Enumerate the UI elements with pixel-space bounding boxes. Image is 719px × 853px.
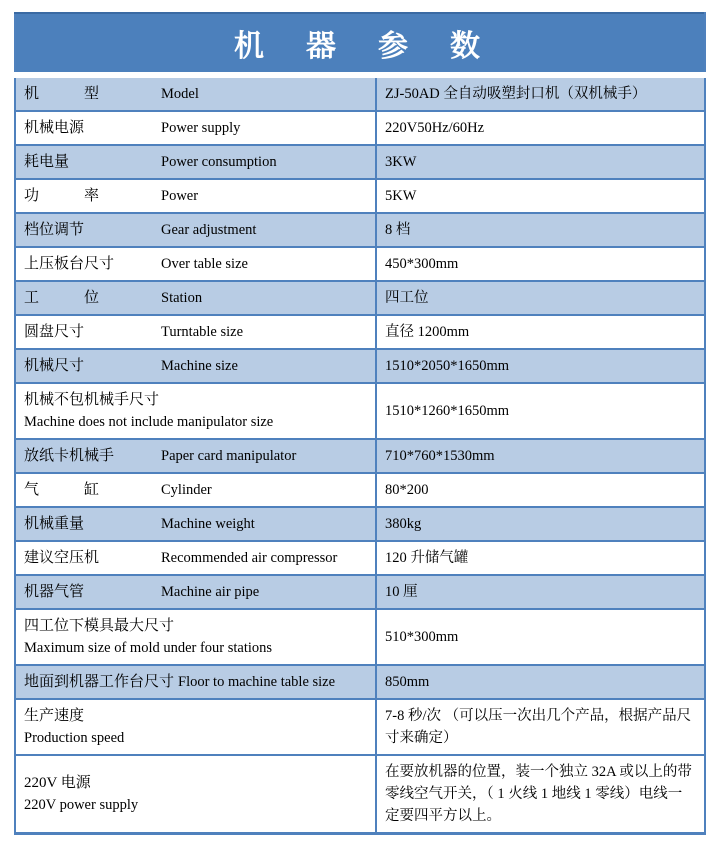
param-value: 380kg bbox=[376, 507, 705, 541]
param-value: 450*300mm bbox=[376, 247, 705, 281]
param-label-chinese: 工 位 bbox=[24, 290, 100, 306]
table-row bbox=[15, 383, 705, 439]
param-label-cell bbox=[15, 507, 376, 541]
param-value: 220V50Hz/60Hz bbox=[376, 111, 705, 145]
param-label-chinese: 机械尺寸 bbox=[24, 358, 85, 374]
param-label-chinese: 气 缸 bbox=[24, 482, 100, 498]
param-label-chinese: 机器气管 bbox=[24, 584, 85, 600]
param-value: 850mm bbox=[376, 665, 705, 699]
param-label-english: Station bbox=[161, 290, 203, 306]
param-label-cell bbox=[15, 315, 376, 349]
param-label-english: Production speed bbox=[24, 730, 125, 746]
param-label-english: Cylinder bbox=[161, 482, 212, 498]
param-label-chinese: 放纸卡机械手 bbox=[24, 448, 115, 464]
param-label-english: Maximum size of mold under four stations bbox=[24, 640, 273, 656]
param-label-chinese: 机械电源 bbox=[24, 120, 85, 136]
param-value: 1510*1260*1650mm bbox=[376, 383, 705, 439]
param-label-english: Model bbox=[161, 86, 199, 102]
param-label-chinese: 220V 电源 bbox=[24, 775, 91, 791]
param-label-chinese: 圆盘尺寸 bbox=[24, 324, 85, 340]
param-label-english: Over table size bbox=[161, 256, 248, 272]
param-label-chinese: 建议空压机 bbox=[24, 550, 100, 566]
param-label-cell bbox=[15, 349, 376, 383]
param-value: 直径 1200mm bbox=[376, 315, 705, 349]
table-row bbox=[15, 699, 705, 755]
table-row bbox=[15, 439, 705, 473]
param-label-cell bbox=[15, 145, 376, 179]
param-label-cell bbox=[15, 179, 376, 213]
param-label-cell bbox=[15, 575, 376, 609]
table-row bbox=[15, 315, 705, 349]
table-row bbox=[15, 541, 705, 575]
param-value: 7-8 秒/次 （可以压一次出几个产品，根据产品尺寸来确定） bbox=[376, 699, 705, 755]
param-label-english: 220V power supply bbox=[24, 797, 139, 813]
param-value: 四工位 bbox=[376, 281, 705, 315]
param-value: 120 升储气罐 bbox=[376, 541, 705, 575]
param-label-english: Paper card manipulator bbox=[161, 448, 297, 464]
param-label-cell bbox=[15, 665, 376, 699]
param-label-chinese: 地面到机器工作台尺寸 bbox=[24, 674, 175, 690]
param-label-cell bbox=[15, 699, 376, 755]
title-row bbox=[15, 13, 705, 75]
table-row bbox=[15, 755, 705, 834]
param-label-english: Machine weight bbox=[161, 516, 255, 532]
param-value: 1510*2050*1650mm bbox=[376, 349, 705, 383]
table-row bbox=[15, 349, 705, 383]
table-row bbox=[15, 145, 705, 179]
table-row bbox=[15, 111, 705, 145]
table-row bbox=[15, 281, 705, 315]
param-value: 8 档 bbox=[376, 213, 705, 247]
param-label-chinese: 耗电量 bbox=[24, 154, 70, 170]
param-label-english: Gear adjustment bbox=[161, 222, 257, 238]
param-label-english: Recommended air compressor bbox=[161, 550, 338, 566]
param-label-english: Power consumption bbox=[161, 154, 277, 170]
param-value: 3KW bbox=[376, 145, 705, 179]
param-label-cell bbox=[15, 383, 376, 439]
param-label-cell bbox=[15, 247, 376, 281]
param-value: 710*760*1530mm bbox=[376, 439, 705, 473]
table-row bbox=[15, 575, 705, 609]
table-row bbox=[15, 75, 705, 111]
param-label-chinese: 机械不包机械手尺寸 bbox=[24, 392, 160, 408]
param-label-cell bbox=[15, 213, 376, 247]
param-label-chinese: 四工位下模具最大尺寸 bbox=[24, 618, 175, 634]
param-label-english: Machine air pipe bbox=[161, 584, 260, 600]
param-label-cell bbox=[15, 473, 376, 507]
table-row bbox=[15, 507, 705, 541]
param-label-cell bbox=[15, 755, 376, 834]
param-label-english: Power bbox=[161, 188, 199, 204]
param-value: ZJ-50AD 全自动吸塑封口机（双机械手） bbox=[376, 75, 705, 111]
param-label-cell bbox=[15, 609, 376, 665]
param-value: 80*200 bbox=[376, 473, 705, 507]
param-label-cell bbox=[15, 75, 376, 111]
param-label-cell bbox=[15, 541, 376, 575]
param-value: 5KW bbox=[376, 179, 705, 213]
param-label-cell bbox=[15, 281, 376, 315]
table-row bbox=[15, 665, 705, 699]
table-row bbox=[15, 213, 705, 247]
table-row bbox=[15, 179, 705, 213]
param-value: 510*300mm bbox=[376, 609, 705, 665]
param-label-english: Machine size bbox=[161, 358, 238, 374]
param-label-english: Turntable size bbox=[161, 324, 244, 340]
param-label-cell bbox=[15, 111, 376, 145]
param-label-chinese: 机械重量 bbox=[24, 516, 85, 532]
machine-spec-table bbox=[14, 12, 706, 835]
param-label-chinese: 机 型 bbox=[24, 86, 100, 102]
param-value: 在要放机器的位置，装一个独立 32A 或以上的带零线空气开关，（ 1 火线 1 地线 1 零线）电线一定要四平方以上。 bbox=[376, 755, 705, 834]
spec-table-body bbox=[15, 75, 705, 834]
param-label-english: Power supply bbox=[161, 120, 241, 136]
param-label-chinese: 功 率 bbox=[24, 188, 100, 204]
param-label-cell bbox=[15, 439, 376, 473]
param-label-chinese: 上压板台尺寸 bbox=[24, 256, 115, 272]
param-label-english: Floor to machine table size bbox=[178, 674, 336, 690]
param-label-chinese: 生产速度 bbox=[24, 708, 85, 724]
table-row bbox=[15, 609, 705, 665]
table-row bbox=[15, 247, 705, 281]
page-title: 机 器 参 数 bbox=[15, 13, 705, 75]
param-label-english: Machine does not include manipulator size bbox=[24, 414, 274, 430]
param-label-chinese: 档位调节 bbox=[24, 222, 85, 238]
table-row bbox=[15, 473, 705, 507]
param-value: 10 厘 bbox=[376, 575, 705, 609]
